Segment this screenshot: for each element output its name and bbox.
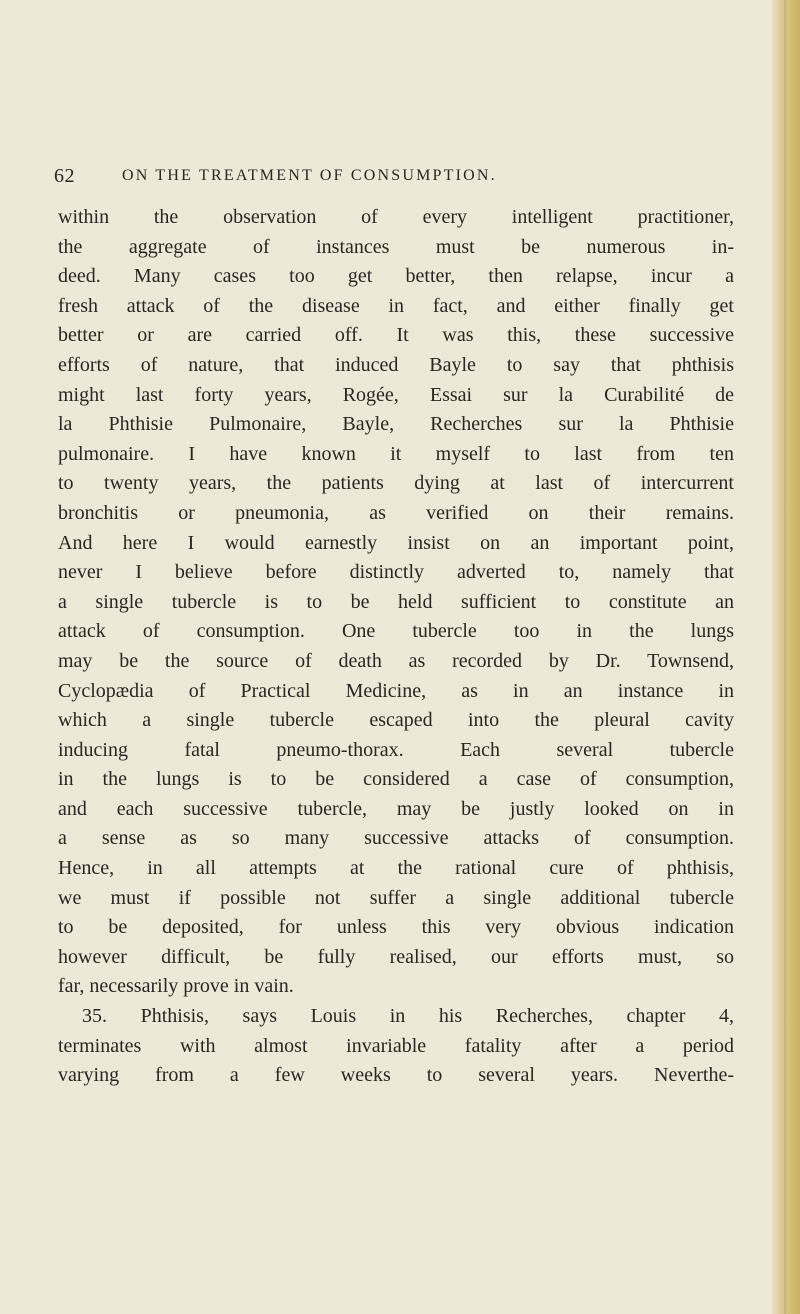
text-line: attack of consumption. One tubercle too in the lungs [58,620,734,643]
text-line: within the observation of every intelligent practitioner, [58,206,734,228]
text-line: and each successive tubercle, may be justly looked on in [58,797,734,820]
text-line: in the lungs is to be considered a case of consumption, [58,768,734,791]
text-line: inducing fatal pneumo-thorax. Each several tubercle [58,738,734,761]
text-line: deed. Many cases too get better, then relapse, incur a [58,265,734,288]
text-line: however difficult, be fully realised, our efforts must, so [58,945,734,968]
text-line: might last forty years, Rogée, Essai sur la Curabilité de [58,383,734,406]
text-line: Hence, in all attempts at the rational cure of phthisis, [58,857,734,880]
text-line: And here I would earnestly insist on an important point, [58,531,734,554]
text-line: efforts of nature, that induced Bayle to say that phthisis [58,353,734,376]
body-text [58,203,734,1091]
text-line: fresh attack of the disease in fact, and either finally get [58,294,734,317]
text-line: Cyclopædia of Practical Medicine, as in an instance in [58,679,734,702]
text-line: 35. Phthisis, says Louis in his Recherches, chapter 4, [82,1005,734,1028]
page-edge-line [784,0,786,1314]
page-number: 62 [54,165,75,187]
text-line: a single tubercle is to be held sufficient to constitute an [58,590,734,613]
text-line: the aggregate of instances must be numerous in- [58,235,734,258]
text-line: bronchitis or pneumonia, as verified on their remains. [58,501,734,524]
text-line: pulmonaire. I have known it myself to last from ten [58,442,734,465]
text-line: which a single tubercle escaped into the pleural cavity [58,709,734,732]
text-line: a sense as so many successive attacks of consumption. [58,827,734,850]
text-line: to twenty years, the patients dying at last of intercurrent [58,472,734,495]
text-line: may be the source of death as recorded by Dr. Townsend, [58,649,734,672]
text-line: we must if possible not suffer a single additional tubercle [58,886,734,909]
text-line: better or are carried off. It was this, these successive [58,324,734,347]
text-line: terminates with almost invariable fatality after a period [58,1034,734,1057]
running-title: ON THE TREATMENT OF CONSUMPTION. [122,167,497,184]
text-line: never I believe before distinctly adverted to, namely that [58,561,734,584]
text-line: varying from a few weeks to several years. Neverthe- [58,1064,734,1087]
text-line: to be deposited, for unless this very obvious indication [58,916,734,939]
page-edge [772,0,800,1314]
page-header [54,165,754,191]
text-line: far, necessarily prove in vain. [58,975,294,998]
text-line: la Phthisie Pulmonaire, Bayle, Recherches sur la Phthisie [58,413,734,436]
